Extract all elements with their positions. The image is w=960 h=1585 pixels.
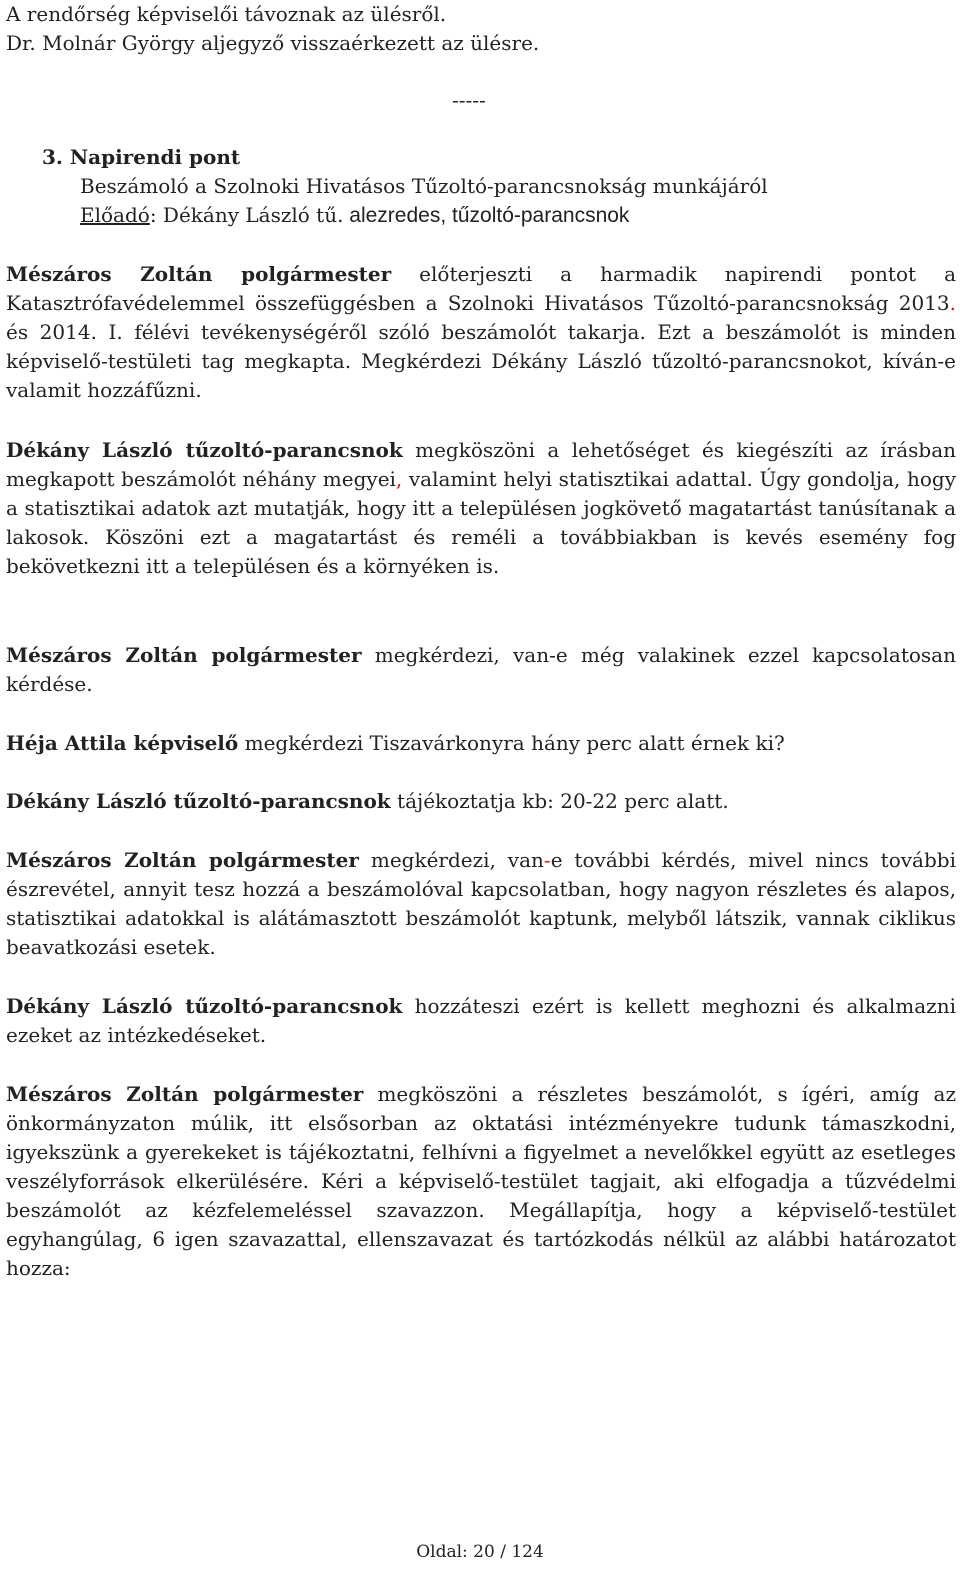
agenda-item-number: 3. [42,145,63,169]
paragraph-text: e további kérdés, mivel nincs további észrevétel, annyit tesz hozzá a beszámolóval kapcsolatban, hogy nagyon részletes és alapos, statisztikai adatokkal is alátámasztott beszámolót kaptunk, melyből látszik, vannak ciklikus beavatkozási esetek. [6,848,956,959]
paragraph-text: megköszöni a lehetőséget és kiegészíti az írásban megkapott beszámolót néhány megyei [6,438,956,491]
agenda-item-title: Napirendi pont [69,145,241,169]
presenter-label: Előadó [80,203,150,227]
speaker: Dékány László tűzoltó-parancsnok [6,994,403,1018]
paragraph-2 [6,436,956,581]
speaker: Mészáros Zoltán polgármester [6,848,359,872]
speaker: Mészáros Zoltán polgármester [6,262,392,286]
speaker: Mészáros Zoltán polgármester [6,643,362,667]
agenda-item-heading [42,143,240,172]
speaker: Mészáros Zoltán polgármester [6,1082,364,1106]
paragraph-3 [6,641,956,699]
presenter-rank: alezredes, tűzoltó-parancsnok [343,204,630,227]
red-mark: , [395,467,403,491]
paragraph-text: megkérdezi, van [358,848,544,872]
paragraph-text: hozzáteszi ezért is kellett meghozni és alkalmazni ezeket az intézkedéseket. [6,994,956,1047]
page-number: Oldal: 20 / 124 [416,1542,544,1562]
paragraph-text: és 2014. I. félévi tevékenységéről szóló beszámolót takarja. Ezt a beszámolót is minden képviselő-testületi tag megkapta. Megkérdezi Dékány László tűzoltó-parancsnokot, kíván-e valamit hozzáfűzni. [6,320,956,402]
intro-line-2: Dr. Molnár György aljegyző visszaérkezett az ülésre. [6,31,540,55]
presenter-name: : Dékány László tű. [149,203,344,227]
paragraph-6 [6,846,956,962]
red-mark: . [949,291,956,315]
intro-line-1: A rendőrség képviselői távoznak az ülésről. [6,2,447,26]
paragraph-8 [6,1080,956,1283]
speaker: Dékány László tűzoltó-parancsnok [6,789,391,813]
speaker: Héja Attila képviselő [6,731,239,755]
paragraph-5 [6,787,956,816]
paragraph-text: megkérdezi Tiszavárkonyra hány perc alatt érnek ki? [238,731,785,755]
red-mark: - [543,848,551,872]
paragraph-text: előterjeszti a harmadik napirendi pontot a Katasztrófavédelemmel összefüggésben a Szolnoki Hivatásos Tűzoltó-parancsnokság 2013 [6,262,956,315]
paragraph-text: megkérdezi, van-e még valakinek ezzel kapcsolatosan kérdése. [6,643,956,696]
paragraph-text: tájékoztatja kb: 20-22 perc alatt. [390,789,729,813]
paragraph-text: megköszöni a részletes beszámolót, s ígéri, amíg az önkormányzaton múlik, itt elsősorban az oktatási intézményekre tudunk támaszkodni, igyekszünk a gyerekeket is tájékoztatni, felhívni a figyelmet a nevelőkkel együtt az esetleges veszélyforrások elkerülésére. Kéri a képviselő-testület tagjait, aki elfogadja a tűzvédelmi beszámolót az kézfelemeléssel szavazzon. Megállapítja, hogy a képviselő-testület egyhangúlag, 6 igen szavazattal, ellenszavazat és tartózkodás nélkül az alábbi határozatot hozza: [6,1082,956,1280]
agenda-item-subject: Beszámoló a Szolnoki Hivatásos Tűzoltó-parancsnokság munkájáról [80,174,768,198]
paragraph-text: valamint helyi statisztikai adattal. Úgy gondolja, hogy a statisztikai adatok azt mutatják, hogy itt a településen jogkövető magatartást tanúsítanak a lakosok. Köszöni ezt a magatartást és reméli a továbbiakban is kevés esemény fog bekövetkezni itt a településen és a környéken is. [6,467,956,578]
paragraph-7 [6,992,956,1050]
speaker: Dékány László tűzoltó-parancsnok [6,438,403,462]
paragraph-4 [6,729,956,758]
paragraph-1 [6,260,956,405]
separator: ----- [452,88,486,112]
agenda-item-presenter [80,201,629,230]
